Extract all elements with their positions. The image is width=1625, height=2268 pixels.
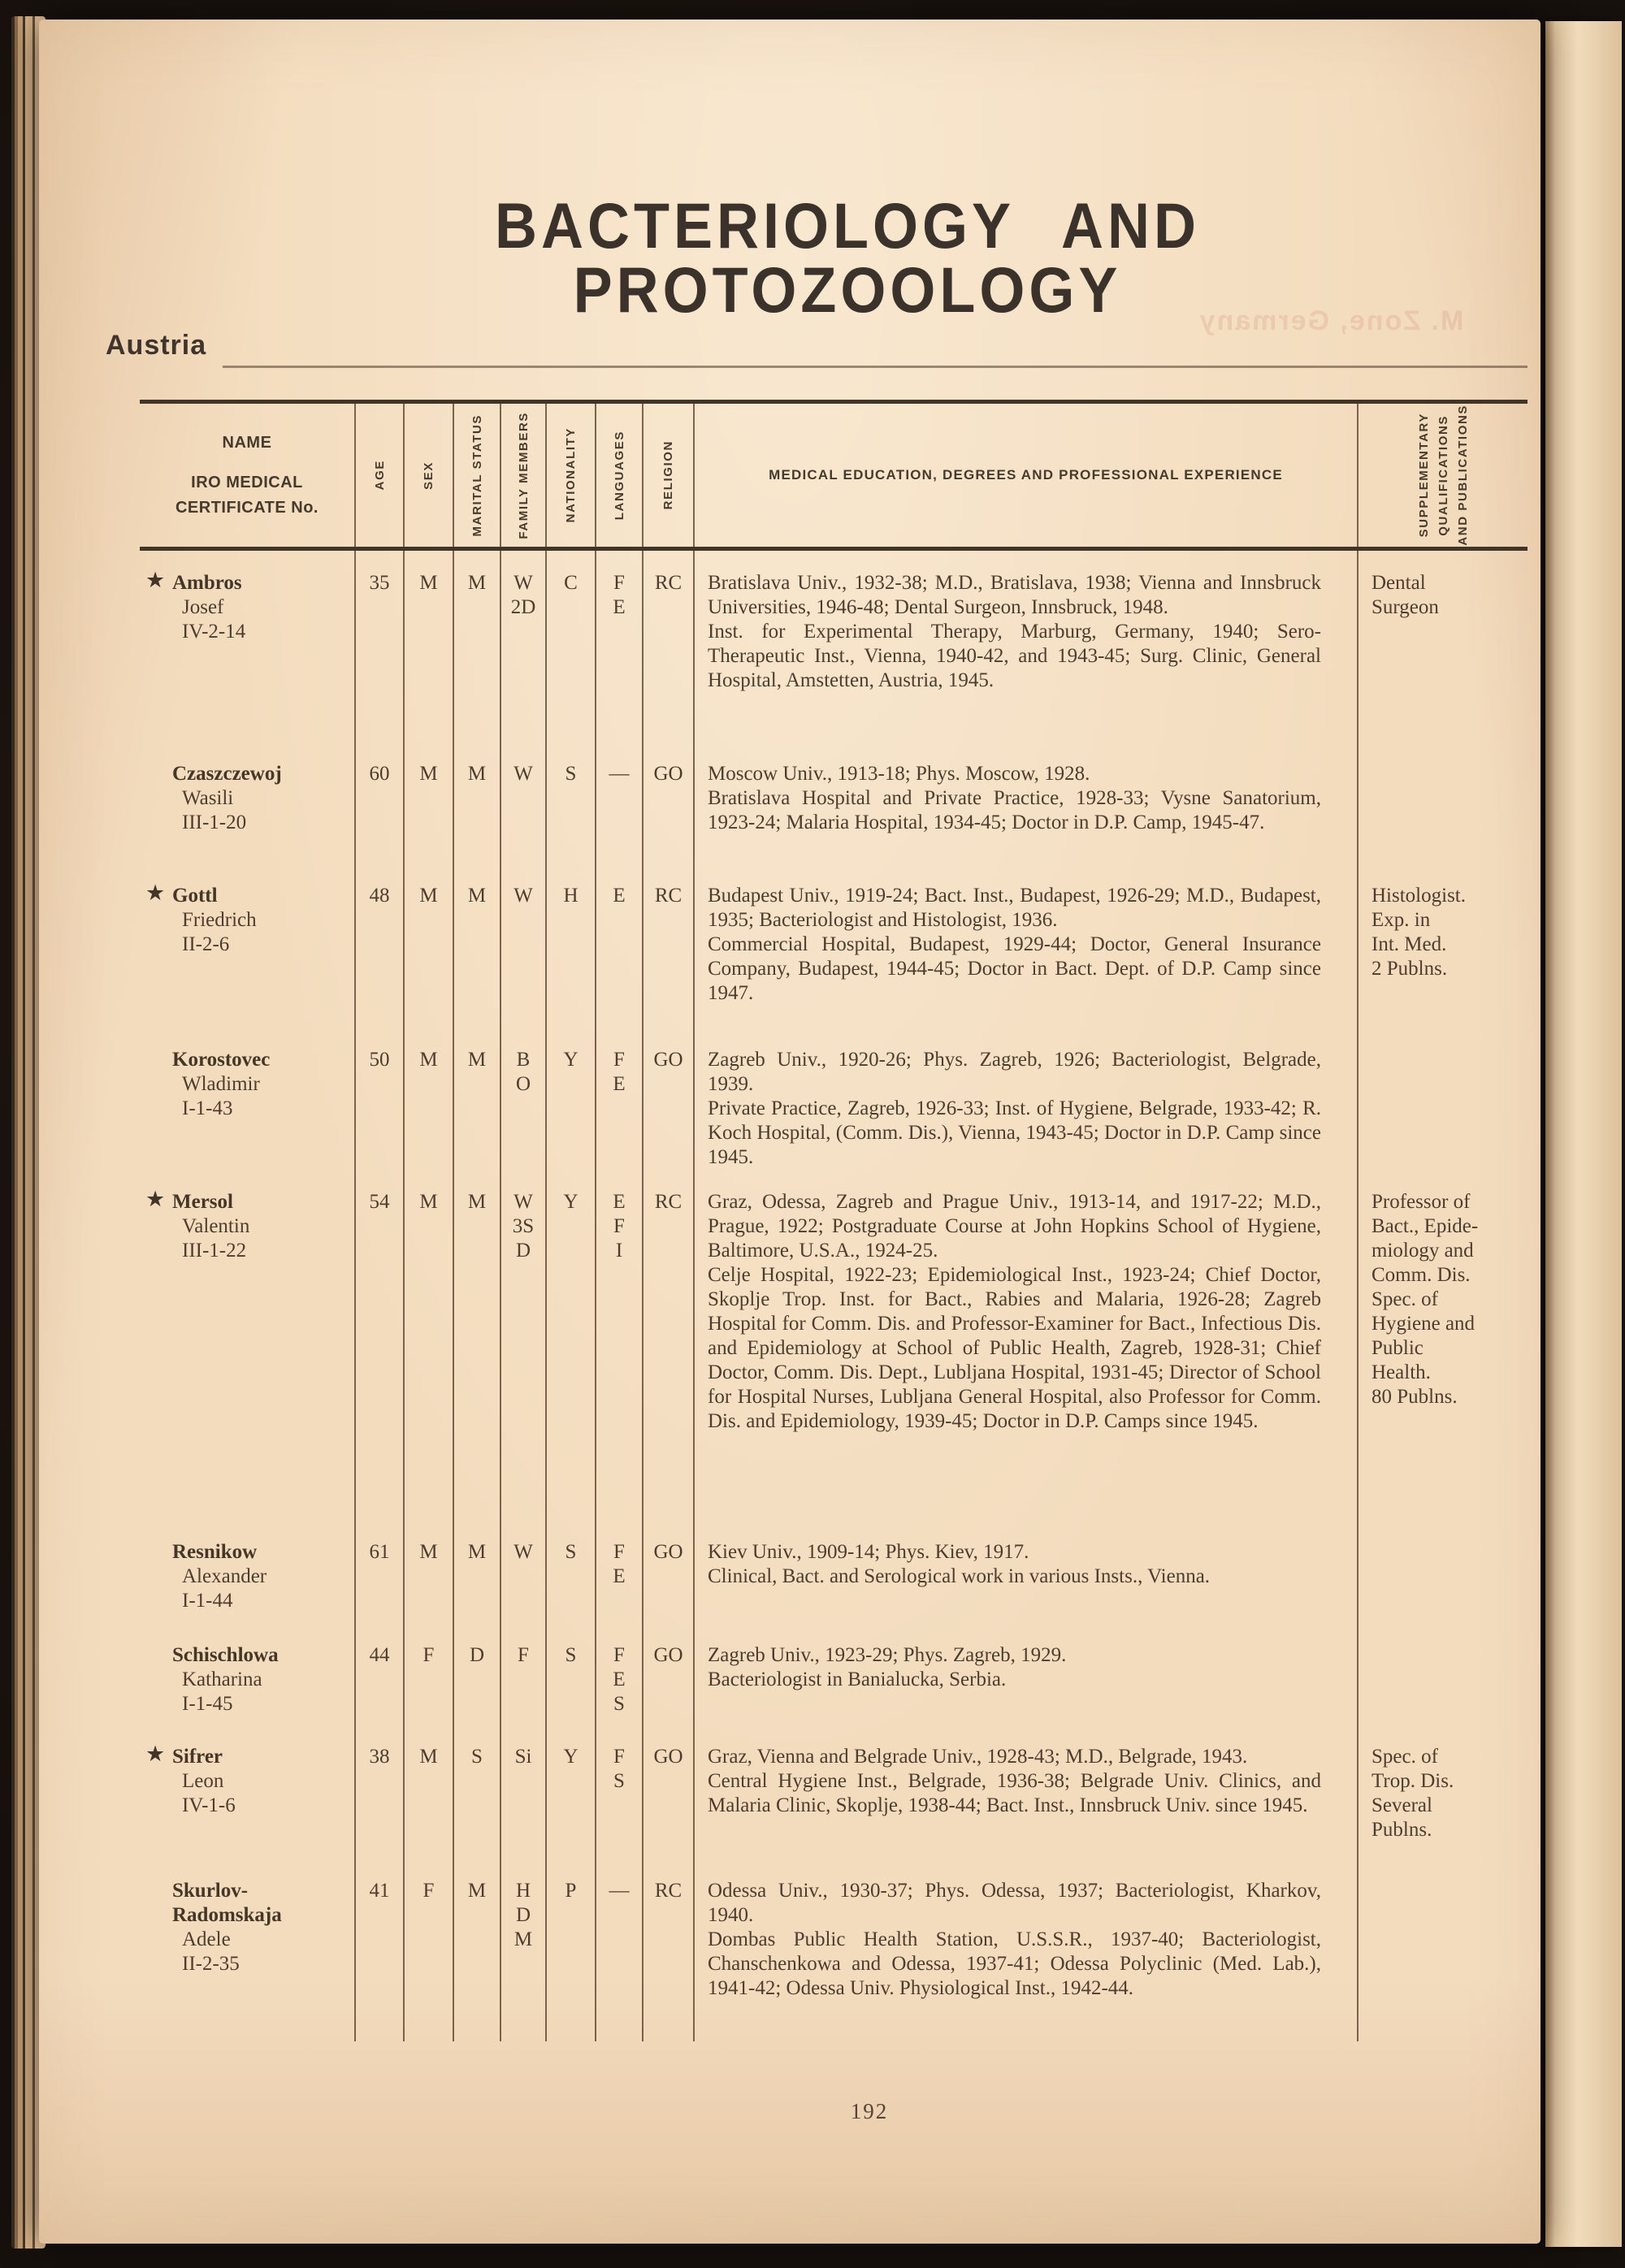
marital-status-cell: M bbox=[453, 863, 500, 1028]
nationality-cell: Y bbox=[545, 1028, 595, 1170]
sex-cell: M bbox=[403, 863, 453, 1028]
given-name: Katharina bbox=[182, 1669, 262, 1690]
education-paragraph: Celje Hospital, 1922-23; Epidemiological Inst., 1923-24; Chief Doctor, Skoplje Trop. Inst. for Bact., Rabies and Malaria, 1926-28; Zagreb Hospital for Comm. Dis. and Professor-Examiner for Bact., Infectious Dis. and Epidemiology at School of Public Health, Zagreb, 1928-31; Chief Doctor, Comm. Dis. Dept., Lubljana Hospital, 1931-45; Director of School for Hospital Nurses, Lubljana General Hospital, also Professor for Comm. Dis. and Epidemiology, 1939-45; Doctor in D.P. Camps since 1945. bbox=[708, 1264, 1321, 1432]
age-cell: 44 bbox=[354, 1623, 403, 1725]
languages-cell: F E bbox=[595, 551, 642, 742]
name-cell bbox=[140, 1170, 354, 1520]
surname: Gottl bbox=[172, 885, 218, 907]
languages-cell: F E bbox=[595, 1028, 642, 1170]
education-cell bbox=[693, 1623, 1357, 1725]
name-cell bbox=[140, 1623, 354, 1725]
family-members-cell: W bbox=[500, 742, 545, 863]
education-paragraph: Inst. for Experimental Therapy, Marburg, Germany, 1940; Sero-Therapeutic Inst., Vienna, 1940-42, and 1943-45; Surg. Clinic, General Hospital, Amstetten, Austria, 1945. bbox=[708, 621, 1321, 691]
education-paragraph: Graz, Odessa, Zagreb and Prague Univ., 1913-14, and 1917-22; M.D., Prague, 1922; Postgraduate Course at John Hopkins School of Hygiene, Baltimore, U.S.A., 1924-25. bbox=[708, 1191, 1321, 1262]
family-members-cell: W bbox=[500, 863, 545, 1028]
given-name: Friedrich bbox=[182, 909, 257, 931]
marital-status-cell: M bbox=[453, 742, 500, 863]
surname: Sifrer bbox=[172, 1746, 223, 1768]
name-cell bbox=[140, 1725, 354, 1859]
languages-cell: — bbox=[595, 742, 642, 863]
section-rule bbox=[223, 366, 1528, 368]
certificate-number: I-1-45 bbox=[182, 1693, 233, 1715]
nationality-cell: S bbox=[545, 1623, 595, 1725]
education-paragraph: Clinical, Bact. and Serological work in various Insts., Vienna. bbox=[708, 1565, 1211, 1587]
table-row bbox=[140, 1725, 1528, 1859]
table-row bbox=[140, 1859, 1528, 2041]
education-cell bbox=[693, 863, 1357, 1028]
religion-cell: RC bbox=[642, 1859, 693, 2041]
family-members-cell: W 2D bbox=[500, 551, 545, 742]
marital-status-cell: M bbox=[453, 1520, 500, 1623]
education-cell bbox=[693, 1859, 1357, 2041]
languages-cell: — bbox=[595, 1859, 642, 2041]
sex-cell: F bbox=[403, 1623, 453, 1725]
given-name: Valentin bbox=[182, 1215, 250, 1237]
age-cell: 60 bbox=[354, 742, 403, 863]
sex-cell: M bbox=[403, 1170, 453, 1520]
given-name: Josef bbox=[182, 596, 224, 618]
age-cell: 48 bbox=[354, 863, 403, 1028]
given-name: Adele bbox=[182, 1928, 231, 1950]
education-paragraph: Central Hygiene Inst., Belgrade, 1936-38; Belgrade Univ. Clinics, and Malaria Clinic, Skoplje, 1938-44; Bact. Inst., Innsbruck Univ. since 1945. bbox=[708, 1770, 1321, 1816]
supplementary-cell: Professor of Bact., Epide- miology and Comm. Dis. Spec. of Hygiene and Public Health. 80 Publns. bbox=[1357, 1170, 1528, 1520]
header-age: AGE bbox=[354, 404, 403, 547]
family-members-cell: H D M bbox=[500, 1859, 545, 2041]
surname: Schischlowa bbox=[172, 1644, 279, 1666]
table-body bbox=[140, 551, 1528, 2041]
nationality-cell: C bbox=[545, 551, 595, 742]
languages-cell: F E S bbox=[595, 1623, 642, 1725]
given-name: Alexander bbox=[182, 1565, 267, 1587]
surname: Skurlov-Radomskaja bbox=[172, 1880, 282, 1926]
education-cell bbox=[693, 742, 1357, 863]
religion-cell: RC bbox=[642, 1170, 693, 1520]
education-paragraph: Moscow Univ., 1913-18; Phys. Moscow, 1928. bbox=[708, 763, 1090, 785]
supplementary-cell bbox=[1357, 1859, 1528, 2041]
name-cell bbox=[140, 1859, 354, 2041]
languages-cell: F S bbox=[595, 1725, 642, 1859]
certificate-number: IV-2-14 bbox=[182, 621, 246, 643]
sex-cell: M bbox=[403, 1725, 453, 1859]
certificate-number: II-2-35 bbox=[182, 1953, 240, 1975]
star-icon: ★ bbox=[145, 1187, 166, 1211]
religion-cell: GO bbox=[642, 1623, 693, 1725]
nationality-cell: Y bbox=[545, 1725, 595, 1859]
age-cell: 61 bbox=[354, 1520, 403, 1623]
given-name: Wasili bbox=[182, 787, 234, 809]
certificate-number: IV-1-6 bbox=[182, 1794, 236, 1816]
education-paragraph: Zagreb Univ., 1923-29; Phys. Zagreb, 1929. bbox=[708, 1644, 1067, 1666]
surname: Korostovec bbox=[172, 1049, 271, 1071]
religion-cell: GO bbox=[642, 1725, 693, 1859]
languages-cell: E F I bbox=[595, 1170, 642, 1520]
certificate-number: I-1-43 bbox=[182, 1097, 233, 1119]
marital-status-cell: M bbox=[453, 551, 500, 742]
surname: Mersol bbox=[172, 1191, 233, 1213]
surname: Ambros bbox=[172, 572, 242, 594]
family-members-cell: B O bbox=[500, 1028, 545, 1170]
nationality-cell: Y bbox=[545, 1170, 595, 1520]
education-paragraph: Commercial Hospital, Budapest, 1929-44; Doctor, General Insurance Company, Budapest, 1944-45; Doctor in Bact. Dept. of D.P. Camp since 1947. bbox=[708, 933, 1321, 1004]
education-cell bbox=[693, 1520, 1357, 1623]
languages-cell: F E bbox=[595, 1520, 642, 1623]
certificate-number: II-2-6 bbox=[182, 933, 230, 955]
nationality-cell: S bbox=[545, 1520, 595, 1623]
name-cell bbox=[140, 1028, 354, 1170]
education-cell bbox=[693, 1725, 1357, 1859]
given-name: Wladimir bbox=[182, 1073, 260, 1095]
sex-cell: M bbox=[403, 742, 453, 863]
name-cell bbox=[140, 742, 354, 863]
religion-cell: GO bbox=[642, 1028, 693, 1170]
family-members-cell: F bbox=[500, 1623, 545, 1725]
family-members-cell: W bbox=[500, 1520, 545, 1623]
education-paragraph: Bratislava Hospital and Private Practice, 1928-33; Vysne Sanatorium, 1923-24; Malaria Hospital, 1934-45; Doctor in D.P. Camp, 1945-47. bbox=[708, 787, 1321, 833]
supplementary-cell bbox=[1357, 742, 1528, 863]
certificate-number: III-1-22 bbox=[182, 1240, 247, 1262]
personnel-table bbox=[140, 400, 1528, 2041]
supplementary-cell bbox=[1357, 1520, 1528, 1623]
supplementary-cell: Dental Surgeon bbox=[1357, 551, 1528, 742]
section-heading: Austria bbox=[106, 330, 207, 361]
table-row bbox=[140, 1028, 1528, 1170]
surname: Resnikow bbox=[172, 1541, 258, 1563]
family-members-cell: Si bbox=[500, 1725, 545, 1859]
given-name: Leon bbox=[182, 1770, 224, 1792]
document-page bbox=[39, 19, 1540, 2244]
header-languages: LANGUAGES bbox=[595, 404, 642, 547]
sex-cell: F bbox=[403, 1859, 453, 2041]
sex-cell: M bbox=[403, 1028, 453, 1170]
name-cell bbox=[140, 551, 354, 742]
marital-status-cell: M bbox=[453, 1170, 500, 1520]
surname: Czaszczewoj bbox=[172, 763, 282, 785]
nationality-cell: H bbox=[545, 863, 595, 1028]
marital-status-cell: D bbox=[453, 1623, 500, 1725]
sex-cell: M bbox=[403, 1520, 453, 1623]
education-paragraph: Kiev Univ., 1909-14; Phys. Kiev, 1917. bbox=[708, 1541, 1029, 1563]
star-icon: ★ bbox=[145, 1742, 166, 1766]
header-education: MEDICAL EDUCATION, DEGREES AND PROFESSIONAL EXPERIENCE bbox=[693, 404, 1357, 547]
nationality-cell: P bbox=[545, 1859, 595, 2041]
header-nationality: NATIONALITY bbox=[545, 404, 595, 547]
supplementary-cell: Spec. of Trop. Dis. Several Publns. bbox=[1357, 1725, 1528, 1859]
header-supplementary: SUPPLEMENTARY QUALIFICATIONS AND PUBLICATIONS bbox=[1357, 404, 1528, 547]
marital-status-cell: M bbox=[453, 1028, 500, 1170]
star-icon: ★ bbox=[145, 568, 166, 592]
supplementary-cell bbox=[1357, 1623, 1528, 1725]
supplementary-cell: Histologist. Exp. in Int. Med. 2 Publns. bbox=[1357, 863, 1528, 1028]
education-paragraph: Graz, Vienna and Belgrade Univ., 1928-43; M.D., Belgrade, 1943. bbox=[708, 1746, 1248, 1768]
header-marital-status: MARITAL STATUS bbox=[453, 404, 500, 547]
table-header bbox=[140, 400, 1528, 551]
education-paragraph: Private Practice, Zagreb, 1926-33; Inst. of Hygiene, Belgrade, 1933-42; R. Koch Hospital, (Comm. Dis.), Vienna, 1943-45; Doctor in D.P. Camp since 1945. bbox=[708, 1097, 1321, 1168]
education-paragraph: Dombas Public Health Station, U.S.S.R., 1937-40; Bacteriologist, Chanschenkowa and Odessa, 1937-41; Odessa Polyclinic (Med. Lab.), 1941-42; Odessa Univ. Physiological Inst., 1942-44. bbox=[708, 1928, 1321, 1999]
religion-cell: GO bbox=[642, 1520, 693, 1623]
marital-status-cell: M bbox=[453, 1859, 500, 2041]
header-religion: RELIGION bbox=[642, 404, 693, 547]
age-cell: 41 bbox=[354, 1859, 403, 2041]
education-cell bbox=[693, 1170, 1357, 1520]
languages-cell: E bbox=[595, 863, 642, 1028]
nationality-cell: S bbox=[545, 742, 595, 863]
table-row bbox=[140, 551, 1528, 742]
sex-cell: M bbox=[403, 551, 453, 742]
name-cell bbox=[140, 1520, 354, 1623]
supplementary-cell bbox=[1357, 1028, 1528, 1170]
name-cell bbox=[140, 863, 354, 1028]
certificate-number: I-1-44 bbox=[182, 1590, 233, 1612]
religion-cell: RC bbox=[642, 551, 693, 742]
religion-cell: RC bbox=[642, 863, 693, 1028]
education-paragraph: Bacteriologist in Banialucka, Serbia. bbox=[708, 1669, 1007, 1690]
education-paragraph: Zagreb Univ., 1920-26; Phys. Zagreb, 1926; Bacteriologist, Belgrade, 1939. bbox=[708, 1049, 1321, 1095]
education-cell bbox=[693, 551, 1357, 742]
religion-cell: GO bbox=[642, 742, 693, 863]
table-row bbox=[140, 1170, 1528, 1520]
page-number: 192 bbox=[850, 2099, 889, 2123]
education-cell bbox=[693, 1028, 1357, 1170]
page-title: BACTERIOLOGY AND PROTOZOOLOGY bbox=[494, 190, 1201, 327]
header-sex: SEX bbox=[403, 404, 453, 547]
certificate-number: III-1-20 bbox=[182, 812, 247, 833]
education-paragraph: Budapest Univ., 1919-24; Bact. Inst., Budapest, 1926-29; M.D., Budapest, 1935; Bacteriologist and Histologist, 1936. bbox=[708, 885, 1321, 931]
marital-status-cell: S bbox=[453, 1725, 500, 1859]
bleed-through-text: M. Zone, Germany bbox=[1198, 305, 1464, 336]
star-icon: ★ bbox=[145, 881, 166, 905]
age-cell: 38 bbox=[354, 1725, 403, 1859]
table-row bbox=[140, 742, 1528, 863]
table-row bbox=[140, 863, 1528, 1028]
table-row bbox=[140, 1520, 1528, 1623]
age-cell: 50 bbox=[354, 1028, 403, 1170]
header-family-members: FAMILY MEMBERS bbox=[500, 404, 545, 547]
book-page-edge-right bbox=[1545, 21, 1622, 2247]
family-members-cell: W 3S D bbox=[500, 1170, 545, 1520]
header-name: NAME IRO MEDICAL CERTIFICATE No. bbox=[175, 433, 318, 517]
age-cell: 54 bbox=[354, 1170, 403, 1520]
education-paragraph: Bratislava Univ., 1932-38; M.D., Bratislava, 1938; Vienna and Innsbruck Universities, 1946-48; Dental Surgeon, Innsbruck, 1948. bbox=[708, 572, 1321, 618]
table-row bbox=[140, 1623, 1528, 1725]
age-cell: 35 bbox=[354, 551, 403, 742]
education-paragraph: Odessa Univ., 1930-37; Phys. Odessa, 1937; Bacteriologist, Kharkov, 1940. bbox=[708, 1880, 1321, 1926]
